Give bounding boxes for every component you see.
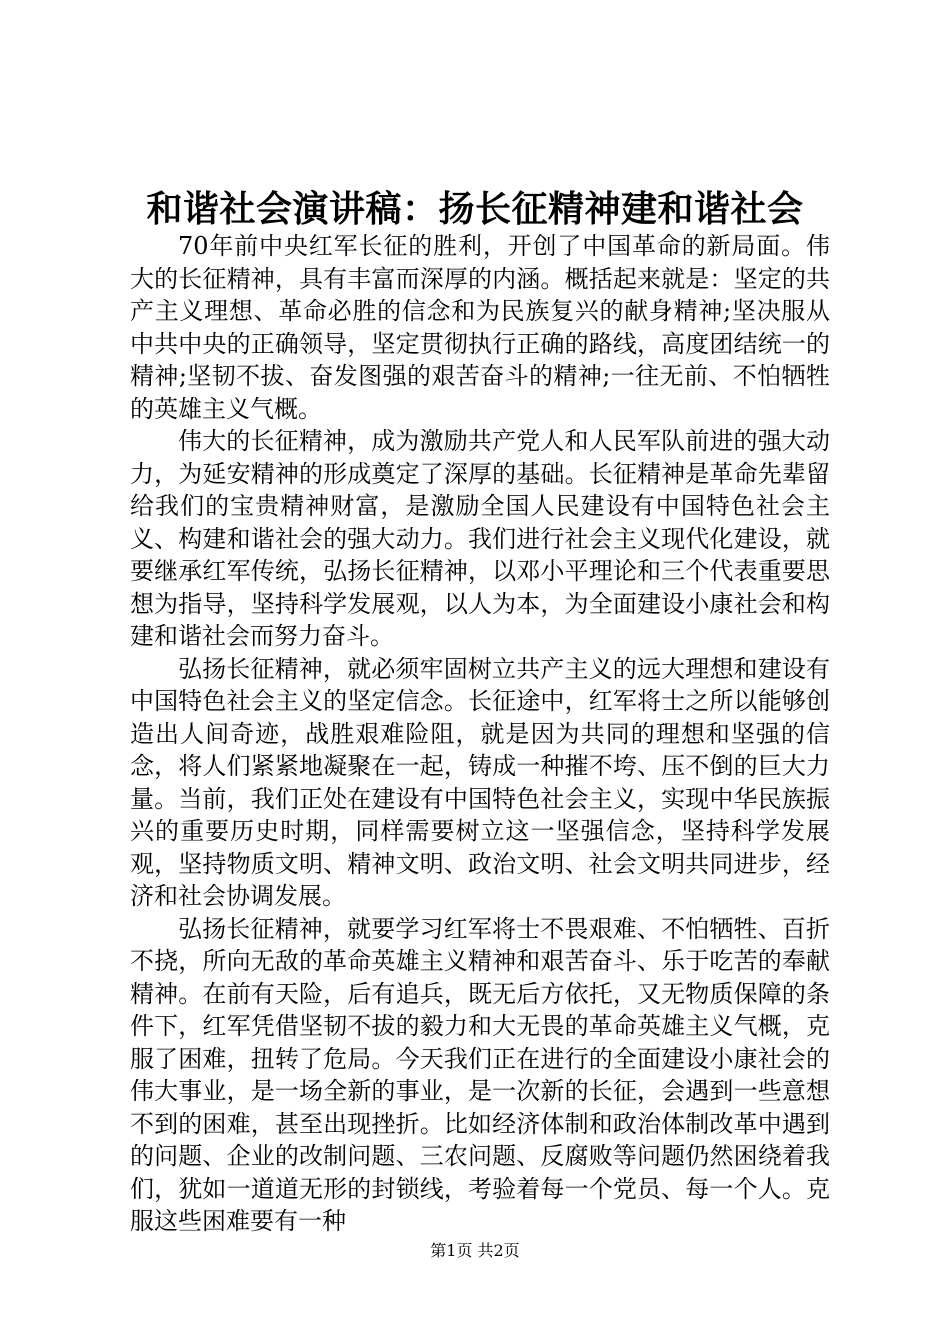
page-number-footer: 第1页 共2页 [430, 1241, 520, 1260]
paragraph-1: 70年前中央红军长征的胜利，开创了中国革命的新局面。伟大的长征精神，具有丰富而深厚的内涵。概括起来就是：坚定的共产主义理想、革命必胜的信念和为民族复兴的献身精神;坚决服从中共中央的正确领导，坚定贯彻执行正确的路线，高度团结统一的精神;坚韧不拔、奋发图强的艰苦奋斗的精神;一往无前、不怕牺牲的英雄主义气概。 [130, 232, 830, 423]
document-title: 和谐社会演讲稿：扬长征精神建和谐社会 [146, 188, 804, 230]
paragraph-2: 伟大的长征精神，成为激励共产党人和人民军队前进的强大动力，为延安精神的形成奠定了深厚的基础。长征精神是革命先辈留给我们的宝贵精神财富，是激励全国人民建设有中国特色社会主义、构建和谐社会的强大动力。我们进行社会主义现代化建设，就要继承红军传统，弘扬长征精神，以邓小平理论和三个代表重要思想为指导，坚持科学发展观，以人为本，为全面建设小康社会和构建和谐社会而努力奋斗。 [130, 427, 830, 650]
document-body [130, 230, 830, 1238]
paragraph-3: 弘扬长征精神，就必须牢固树立共产主义的远大理想和建设有中国特色社会主义的坚定信念。长征途中，红军将士之所以能够创造出人间奇迹，战胜艰难险阻，就是因为共同的理想和坚强的信念，将人们紧紧地凝聚在一起，铸成一种摧不垮、压不倒的巨大力量。当前，我们正处在建设有中国特色社会主义，实现中华民族振兴的重要历史时期，同样需要树立这一坚强信念，坚持科学发展观，坚持物质文明、精神文明、政治文明、社会文明共同进步，经济和社会协调发展。 [130, 654, 830, 910]
paragraph-4: 弘扬长征精神，就要学习红军将士不畏艰难、不怕牺牲、百折不挠，所向无敌的革命英雄主义精神和艰苦奋斗、乐于吃苦的奉献精神。在前有天险，后有追兵，既无后方依托，又无物质保障的条件下，红军凭借坚韧不拔的毅力和大无畏的革命英雄主义气概，克服了困难，扭转了危局。今天我们正在进行的全面建设小康社会的伟大事业，是一场全新的事业，是一次新的长征，会遇到一些意想不到的困难，甚至出现挫折。比如经济体制和政治体制改革中遇到的问题、企业的改制问题、三农问题、反腐败等问题仍然困绕着我们，犹如一道道无形的封锁线，考验着每一个党员、每一个人。克服这些困难要有一种 [130, 914, 830, 1235]
